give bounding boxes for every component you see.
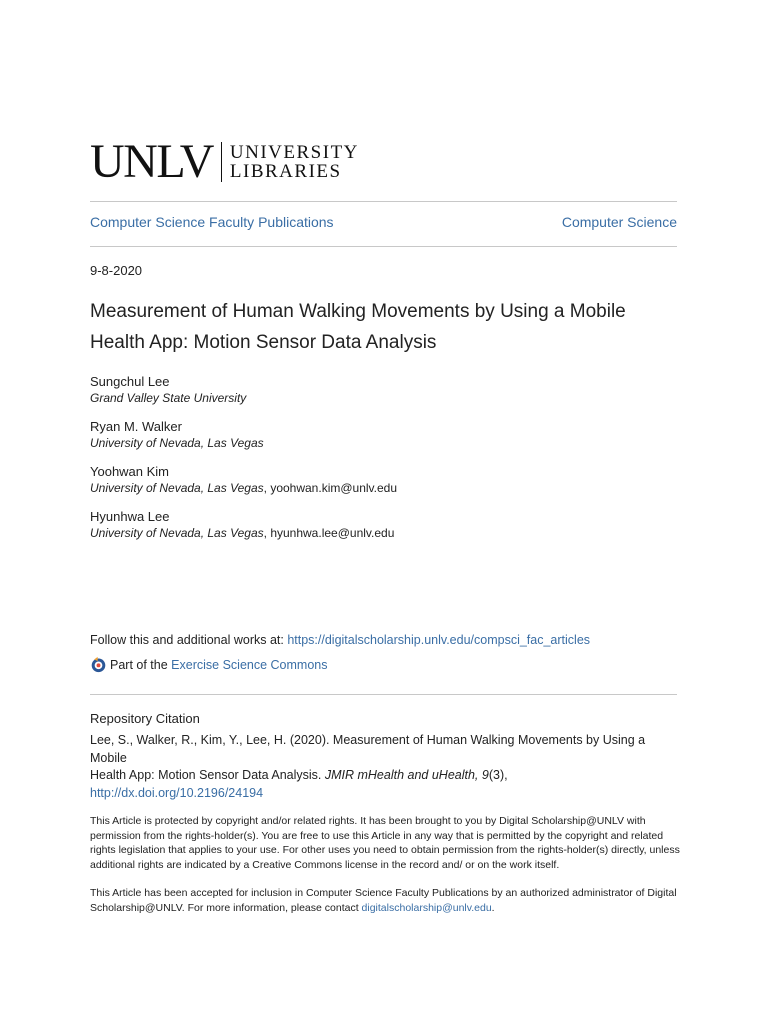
acceptance-paragraph <box>90 886 680 915</box>
logo-line2: LIBRARIES <box>229 161 342 182</box>
unlv-libraries-logo <box>90 135 359 188</box>
author-affiliation: Grand Valley State University <box>90 391 247 405</box>
citation-issue: (3), <box>488 768 508 782</box>
title-line-2: Health App: Motion Sensor Data Analysis <box>90 332 437 353</box>
author-affiliation-line <box>90 480 397 496</box>
acceptance-end: . <box>491 901 495 914</box>
doi-link[interactable]: http://dx.doi.org/10.2196/24194 <box>90 785 264 800</box>
author-affiliation-line <box>90 435 397 451</box>
logo-unlv-text: UNLV <box>90 135 213 188</box>
citation-line-2 <box>90 767 682 785</box>
citation-body <box>90 732 682 802</box>
logo-libraries-text <box>230 143 359 181</box>
author-email: , hyunhwa.lee@unlv.edu <box>263 526 395 540</box>
citation-heading: Repository Citation <box>90 711 200 726</box>
follow-text: Follow this and additional works at: <box>90 633 288 647</box>
author-entry <box>90 463 397 496</box>
citation-divider <box>90 694 677 695</box>
logo-line1: UNIVERSITY <box>229 142 359 163</box>
author-affiliation: University of Nevada, Las Vegas <box>90 481 264 495</box>
part-of-line <box>90 656 327 673</box>
author-name: Yoohwan Kim <box>90 464 170 479</box>
author-name: Ryan M. Walker <box>90 419 182 434</box>
author-affiliation: University of Nevada, Las Vegas <box>90 436 264 450</box>
repository-citation <box>90 711 682 802</box>
author-entry <box>90 508 397 541</box>
article-title <box>90 296 690 358</box>
acceptance-text: This Article has been accepted for inclusion in Computer Science Faculty Publications by an authorized administrator of Digital Scholarship@UNLV. For more information, please contact <box>90 887 677 914</box>
author-name: Sungchul Lee <box>90 374 170 389</box>
author-affiliation-line <box>90 390 397 406</box>
citation-title-end: Health App: Motion Sensor Data Analysis. <box>90 768 325 782</box>
collection-nav <box>90 214 677 230</box>
author-affiliation-line <box>90 525 397 541</box>
part-of-text: Part of the <box>110 657 168 672</box>
author-affiliation: University of Nevada, Las Vegas <box>90 526 264 540</box>
exercise-science-commons-link[interactable]: Exercise Science Commons <box>171 657 328 672</box>
title-line-1: Measurement of Human Walking Movements by Using a Mobile <box>90 301 626 322</box>
collection-url-link[interactable]: https://digitalscholarship.unlv.edu/compsci_fac_articles <box>287 633 591 647</box>
contact-email-link[interactable]: digitalscholarship@unlv.edu <box>361 901 492 914</box>
top-divider <box>90 201 677 202</box>
computer-science-link[interactable]: Computer Science <box>561 214 677 230</box>
citation-journal: JMIR mHealth and uHealth, 9 <box>324 768 489 782</box>
author-name: Hyunhwa Lee <box>90 509 170 524</box>
author-entry <box>90 373 397 406</box>
creative-commons-icon <box>90 656 107 673</box>
follow-line <box>90 633 590 647</box>
rights-statement <box>90 814 680 929</box>
publication-date: 9-8-2020 <box>90 263 143 278</box>
citation-line-1: Lee, S., Walker, R., Kim, Y., Lee, H. (2020). Measurement of Human Walking Movements by Using a Mobile <box>90 733 646 765</box>
copyright-paragraph: This Article is protected by copyright and/or related rights. It has been brought to you by Digital Scholarship@UNLV with permission from the rights-holder(s). You are free to use this Article in any way that is permitted by the copyright and related rights legislation that applies to your use. For other uses you need to obtain permission from the rights-holder(s) directly, unless additional rights are indicated by a Creative Commons license in the record and/ or on the work itself. <box>90 815 680 871</box>
nav-divider <box>90 246 677 247</box>
author-list <box>90 373 397 553</box>
author-entry <box>90 418 397 451</box>
logo-divider <box>221 142 222 182</box>
faculty-publications-link[interactable]: Computer Science Faculty Publications <box>90 214 334 230</box>
author-email: , yoohwan.kim@unlv.edu <box>263 481 398 495</box>
